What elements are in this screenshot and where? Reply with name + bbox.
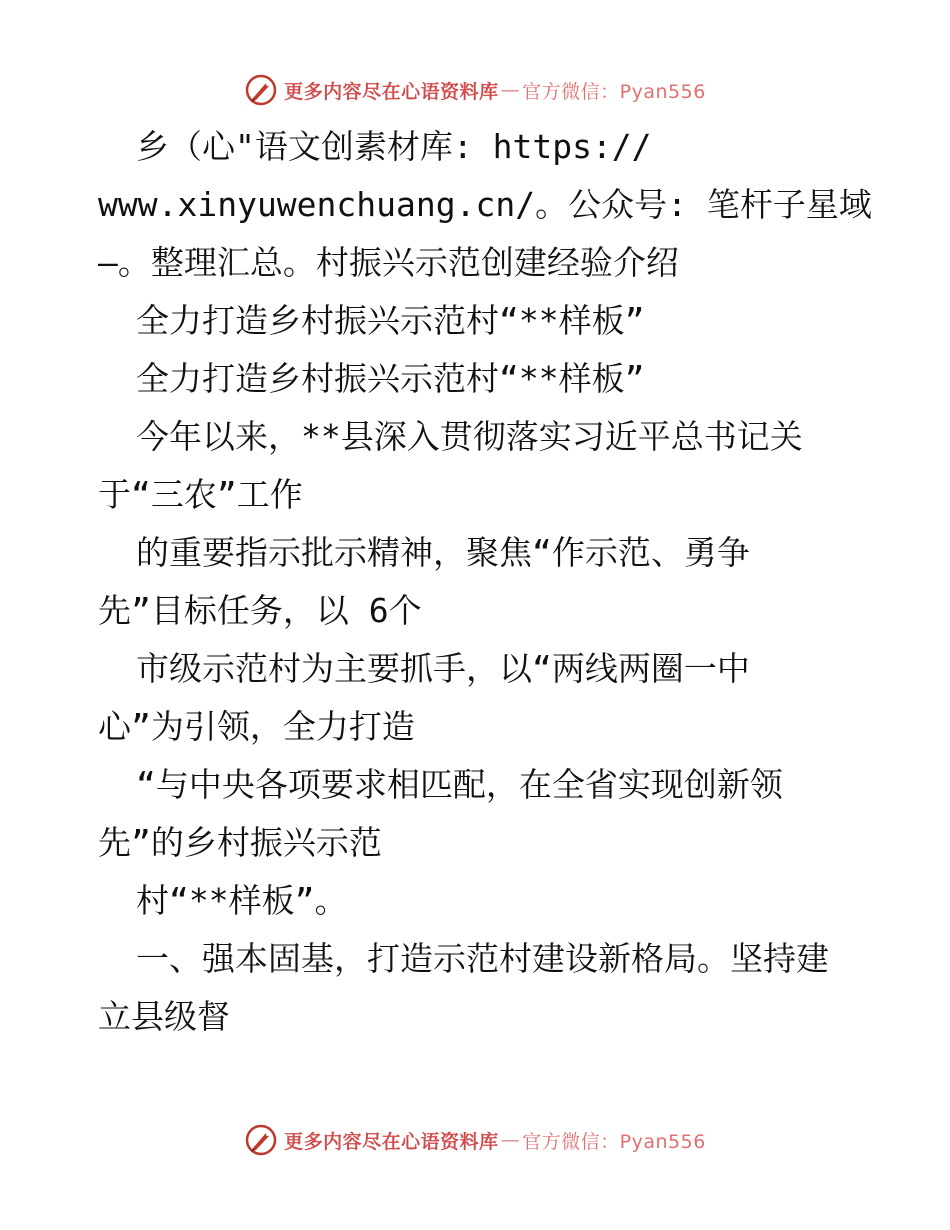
watermark-dash: — (500, 79, 521, 101)
text-line: 乡（心"语文创素材库: https:// (136, 127, 652, 166)
text-line: 全力打造乡村振兴示范村“**样板” (136, 359, 645, 398)
text-line: 先”的乡村振兴示范 (98, 823, 382, 862)
document-body (98, 118, 872, 1046)
header-watermark (0, 70, 950, 110)
pen-logo-icon (244, 1123, 278, 1157)
pen-logo-icon (244, 73, 278, 107)
watermark-main-text: 更多内容尽在心语资料库 (284, 80, 499, 103)
watermark-contact-text: 官方微信：Pyan556 (522, 80, 706, 103)
text-line: 立县级督 (98, 997, 230, 1036)
text-line: 村“**样板”。 (136, 881, 348, 920)
text-line: —。整理汇总。村振兴示范创建经验介绍 (98, 243, 679, 282)
text-line: 的重要指示批示精神，聚焦“作示范、勇争 (136, 533, 750, 572)
text-line: www.xinyuwenchuang.cn/。公众号: 笔杆子星域 (98, 185, 872, 224)
text-line: 心”为引领，全力打造 (98, 707, 415, 746)
text-line: 今年以来，**县深入贯彻落实习近平总书记关 (136, 417, 803, 456)
text-line: “与中央各项要求相匹配，在全省实现创新领 (136, 765, 783, 804)
footer-watermark (0, 1120, 950, 1160)
watermark-main-text: 更多内容尽在心语资料库 (284, 1130, 499, 1153)
text-line: 于“三农”工作 (98, 475, 303, 514)
text-line: 一、强本固基，打造示范村建设新格局。坚持建 (136, 939, 829, 978)
text-line: 市级示范村为主要抓手，以“两线两圈一中 (136, 649, 750, 688)
watermark-dash: — (500, 1129, 521, 1151)
text-line: 先”目标任务，以 6个 (98, 591, 422, 630)
watermark-contact-text: 官方微信：Pyan556 (522, 1130, 706, 1153)
text-line: 全力打造乡村振兴示范村“**样板” (136, 301, 645, 340)
